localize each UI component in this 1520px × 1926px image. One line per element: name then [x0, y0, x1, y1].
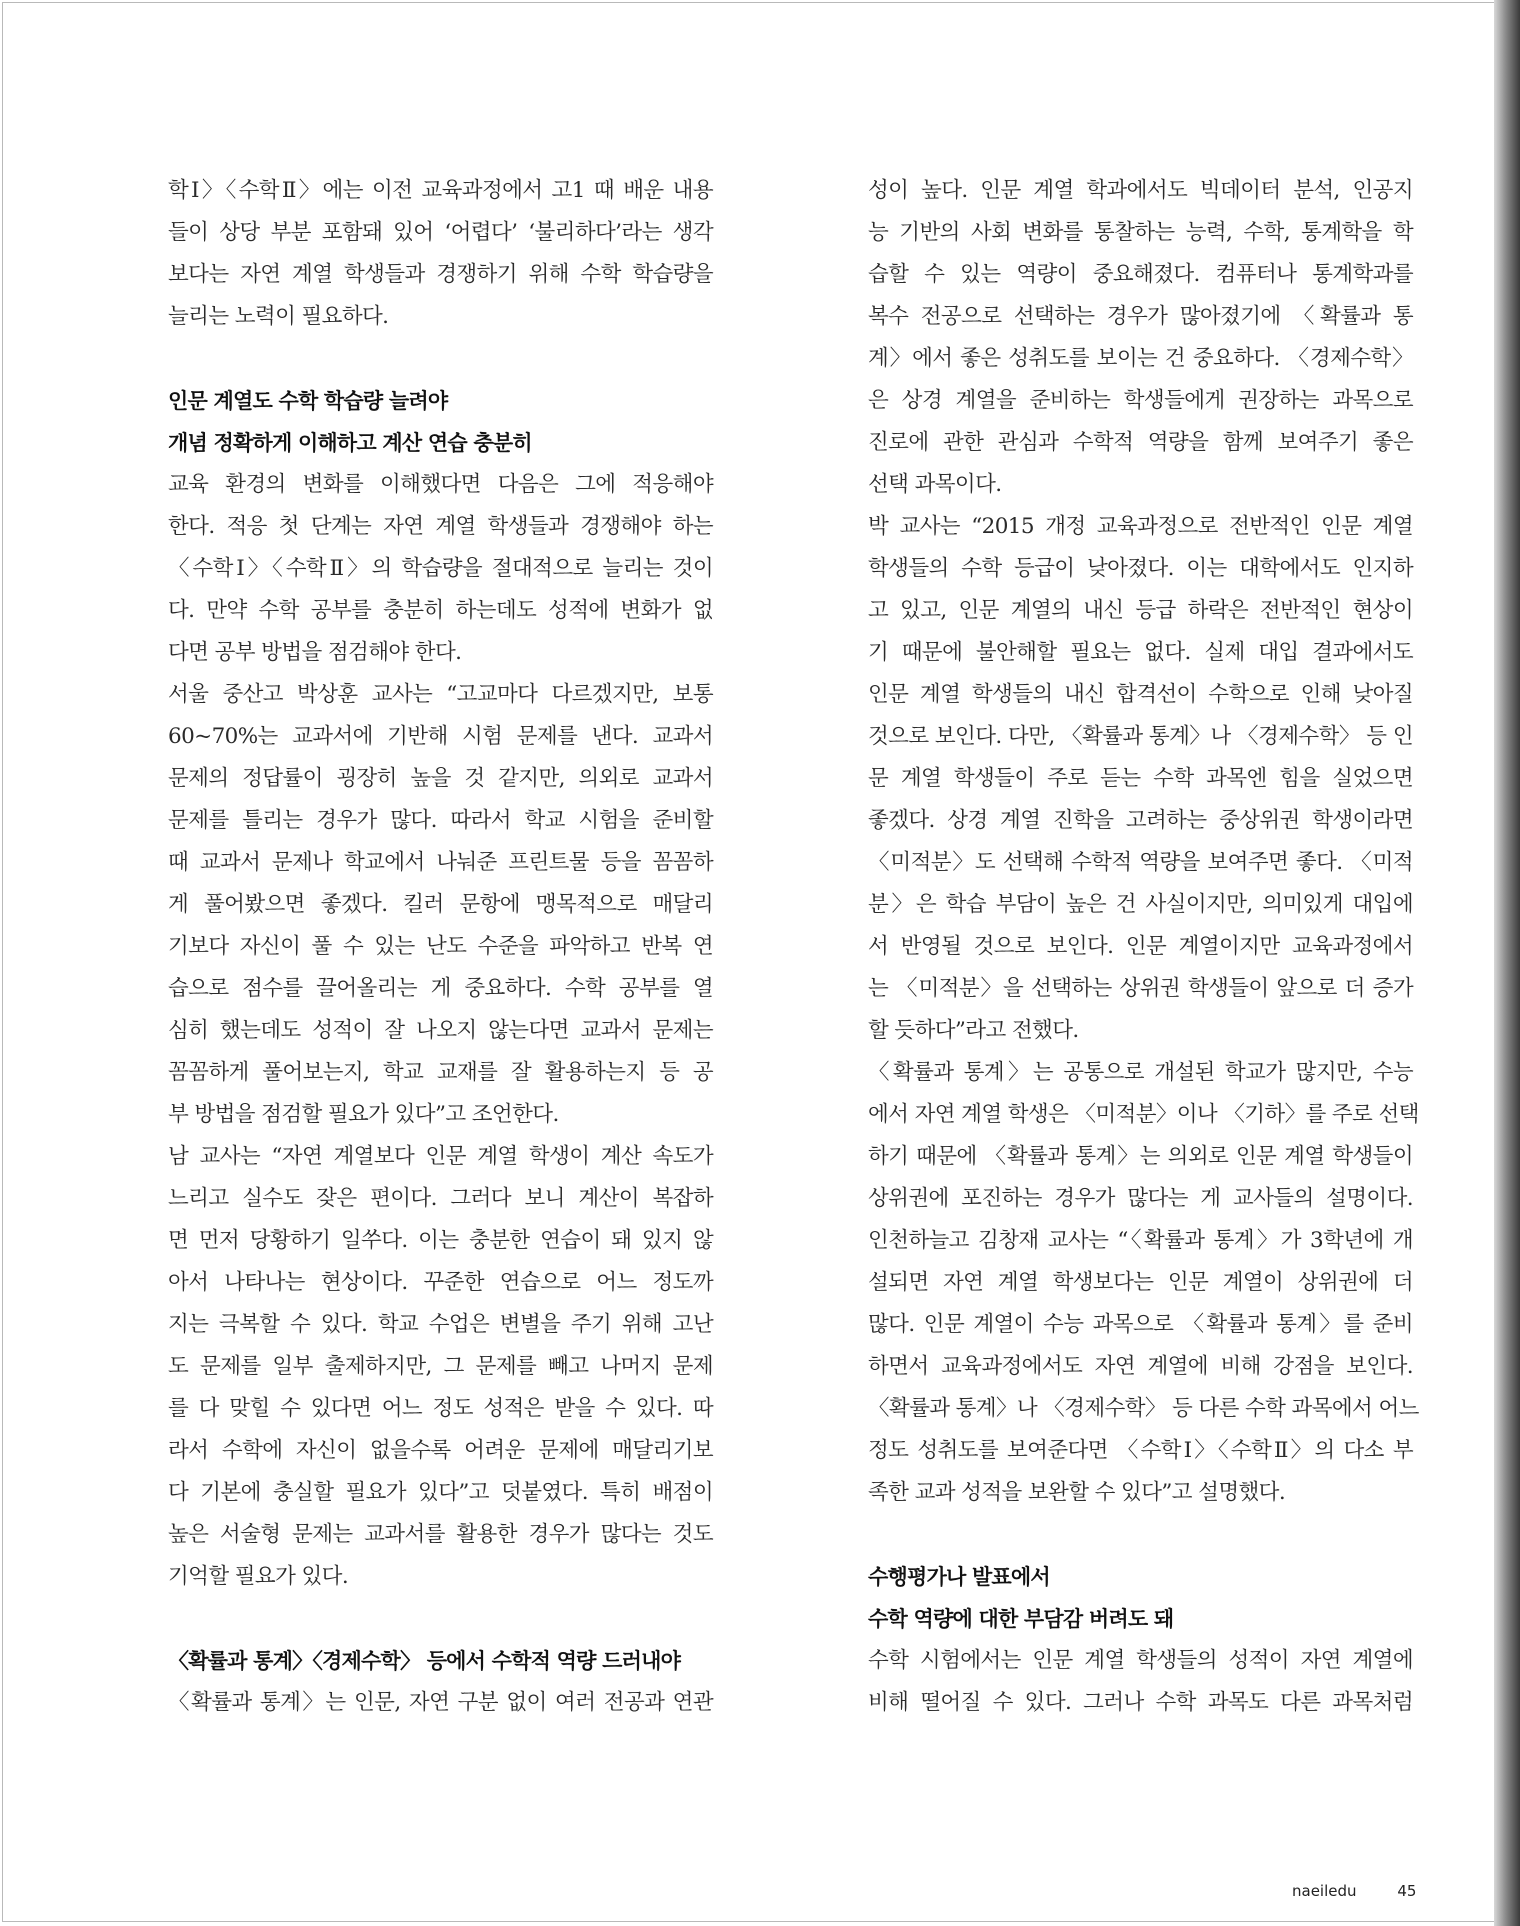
body-text-line: 분〉은 학습 부담이 높은 건 사실이지만, 의미있게 대입에: [868, 892, 1413, 917]
body-text-line: 계〉에서 좋은 성취도를 보이는 건 중요하다. 〈경제수학〉: [868, 346, 1413, 371]
left-column: [168, 170, 713, 1724]
section-heading-line: 수행평가나 발표에서: [868, 1565, 1050, 1589]
paragraph-gap: [868, 1514, 1413, 1556]
paragraph-gap: [168, 1598, 713, 1640]
body-text-line: 서울 중산고 박상훈 교사는 “고교마다 다르겠지만, 보통: [168, 682, 713, 707]
body-text-line: 인문 계열 학생들의 내신 합격선이 수학으로 인해 낮아질: [868, 682, 1413, 707]
body-text-line: 기보다 자신이 풀 수 있는 난도 수준을 파악하고 반복 연: [168, 934, 713, 959]
body-text-line: 면 먼저 당황하기 일쑤다. 이는 충분한 연습이 돼 있지 않: [168, 1228, 713, 1253]
body-text-line: 문제의 정답률이 굉장히 높을 것 같지만, 의외로 교과서: [168, 766, 713, 791]
body-text-line: 선택 과목이다.: [868, 472, 1002, 497]
body-text-line: 게 풀어봤으면 좋겠다. 킬러 문항에 맹목적으로 매달리: [168, 892, 713, 917]
body-text-line: 다 기본에 충실할 필요가 있다”고 덧붙였다. 특히 배점이: [168, 1480, 713, 1505]
body-text-line: 남 교사는 “자연 계열보다 인문 계열 학생이 계산 속도가: [168, 1144, 713, 1169]
body-text-line: 학Ⅰ〉〈수학Ⅱ〉에는 이전 교육과정에서 고1 때 배운 내용: [168, 178, 713, 203]
body-text-line: 습으로 점수를 끌어올리는 게 중요하다. 수학 공부를 열: [168, 976, 713, 1001]
body-text-line: 할 듯하다”라고 전했다.: [868, 1018, 1079, 1043]
footer-brand: naeiledu: [1292, 1882, 1357, 1900]
body-text-line: 족한 교과 성적을 보완할 수 있다”고 설명했다.: [868, 1480, 1286, 1505]
body-text-line: 하면서 교육과정에서도 자연 계열에 비해 강점을 보인다.: [868, 1354, 1413, 1379]
body-text-line: 지는 극복할 수 있다. 학교 수업은 변별을 주기 위해 고난: [168, 1312, 713, 1337]
body-text-line: 를 다 맞힐 수 있다면 어느 정도 성적은 받을 수 있다. 따: [168, 1396, 713, 1421]
section-heading-line: 〈확률과 통계〉〈경제수학〉 등에서 수학적 역량 드러내야: [168, 1649, 681, 1673]
body-text-line: 박 교사는 “2015 개정 교육과정으로 전반적인 인문 계열: [868, 514, 1413, 539]
body-text-line: 고 있고, 인문 계열의 내신 등급 하락은 전반적인 현상이: [868, 598, 1413, 623]
right-column: [868, 170, 1419, 1724]
body-text-line: 인천하늘고 김창재 교사는 “〈확률과 통계〉가 3학년에 개: [868, 1228, 1413, 1253]
body-text-line: 〈확률과 통계〉나 〈경제수학〉 등 다른 수학 과목에서 어느: [868, 1396, 1419, 1421]
body-text-line: 라서 수학에 자신이 없을수록 어려운 문제에 매달리기보: [168, 1438, 713, 1463]
body-text-line: 수학 시험에서는 인문 계열 학생들의 성적이 자연 계열에: [868, 1648, 1413, 1673]
section-heading-line: 수학 역량에 대한 부담감 버려도 돼: [868, 1607, 1174, 1631]
body-text-line: 부 방법을 점검할 필요가 있다”고 조언한다.: [168, 1102, 559, 1127]
page-footer: [1292, 1882, 1416, 1900]
section-heading-line: 개념 정확하게 이해하고 계산 연습 충분히: [168, 431, 532, 455]
body-text-line: 비해 떨어질 수 있다. 그러나 수학 과목도 다른 과목처럼: [868, 1690, 1413, 1715]
body-text-line: 하기 때문에 〈확률과 통계〉는 의외로 인문 계열 학생들이: [868, 1144, 1413, 1169]
body-text-line: 느리고 실수도 잦은 편이다. 그러다 보니 계산이 복잡하: [168, 1186, 713, 1211]
body-text-line: 60~70%는 교과서에 기반해 시험 문제를 낸다. 교과서: [168, 724, 713, 749]
body-text-line: 다면 공부 방법을 점검해야 한다.: [168, 640, 462, 665]
body-text-line: 〈미적분〉도 선택해 수학적 역량을 보여주면 좋다. 〈미적: [868, 850, 1413, 875]
paragraph-gap: [168, 338, 713, 380]
body-text-line: 높은 서술형 문제는 교과서를 활용한 경우가 많다는 것도: [168, 1522, 713, 1547]
body-text-line: 정도 성취도를 보여준다면 〈수학Ⅰ〉〈수학Ⅱ〉의 다소 부: [868, 1438, 1413, 1463]
body-text-line: 〈수학Ⅰ〉〈수학Ⅱ〉의 학습량을 절대적으로 늘리는 것이: [168, 556, 713, 581]
body-text-line: 좋겠다. 상경 계열 진학을 고려하는 중상위권 학생이라면: [868, 808, 1413, 833]
body-text-line: 보다는 자연 계열 학생들과 경쟁하기 위해 수학 학습량을: [168, 262, 713, 287]
body-text-line: 늘리는 노력이 필요하다.: [168, 304, 389, 329]
body-text-line: 심히 했는데도 성적이 잘 나오지 않는다면 교과서 문제는: [168, 1018, 713, 1043]
body-text-line: 설되면 자연 계열 학생보다는 인문 계열이 상위권에 더: [868, 1270, 1413, 1295]
body-text-line: 은 상경 계열을 준비하는 학생들에게 권장하는 과목으로: [868, 388, 1413, 413]
body-text-line: 때 교과서 문제나 학교에서 나눠준 프린트물 등을 꼼꼼하: [168, 850, 713, 875]
body-text-line: 한다. 적응 첫 단계는 자연 계열 학생들과 경쟁해야 하는: [168, 514, 713, 539]
body-text-line: 교육 환경의 변화를 이해했다면 다음은 그에 적응해야: [168, 472, 713, 497]
body-text-line: 서 반영될 것으로 보인다. 인문 계열이지만 교육과정에서: [868, 934, 1413, 959]
body-text-line: 습할 수 있는 역량이 중요해졌다. 컴퓨터나 통계학과를: [868, 262, 1413, 287]
body-text-line: 기 때문에 불안해할 필요는 없다. 실제 대입 결과에서도: [868, 640, 1413, 665]
body-text-line: 능 기반의 사회 변화를 통찰하는 능력, 수학, 통계학을 학: [868, 220, 1413, 245]
body-text-line: 기억할 필요가 있다.: [168, 1564, 349, 1589]
body-text-line: 다. 만약 수학 공부를 충분히 하는데도 성적에 변화가 없: [168, 598, 713, 623]
body-text-line: 꼼꼼하게 풀어보는지, 학교 교재를 잘 활용하는지 등 공: [168, 1060, 713, 1085]
page-number: 45: [1397, 1882, 1417, 1900]
body-text-line: 아서 나타나는 현상이다. 꾸준한 연습으로 어느 정도까: [168, 1270, 713, 1295]
body-text-line: 들이 상당 부분 포함돼 있어 ‘어렵다’ ‘불리하다’라는 생각: [168, 220, 713, 245]
body-text-line: 상위권에 포진하는 경우가 많다는 게 교사들의 설명이다.: [868, 1186, 1413, 1211]
body-text-line: 것으로 보인다. 다만, 〈확률과 통계〉나 〈경제수학〉 등 인: [868, 724, 1413, 749]
page-edge-shadow: [1494, 0, 1520, 1926]
body-text-line: 는 〈미적분〉을 선택하는 상위권 학생들이 앞으로 더 증가: [868, 976, 1413, 1001]
body-text-line: 〈확률과 통계〉는 공통으로 개설된 학교가 많지만, 수능: [868, 1060, 1413, 1085]
body-text-line: 문 계열 학생들이 주로 듣는 수학 과목엔 힘을 실었으면: [868, 766, 1413, 791]
body-text-line: 문제를 틀리는 경우가 많다. 따라서 학교 시험을 준비할: [168, 808, 713, 833]
body-text-line: 학생들의 수학 등급이 낮아졌다. 이는 대학에서도 인지하: [868, 556, 1413, 581]
body-text-line: 진로에 관한 관심과 수학적 역량을 함께 보여주기 좋은: [868, 430, 1413, 455]
body-text-line: 도 문제를 일부 출제하지만, 그 문제를 빼고 나머지 문제: [168, 1354, 713, 1379]
body-text-line: 〈확률과 통계〉는 인문, 자연 구분 없이 여러 전공과 연관: [168, 1690, 713, 1715]
body-text-line: 복수 전공으로 선택하는 경우가 많아졌기에 〈확률과 통: [868, 304, 1413, 329]
body-text-line: 성이 높다. 인문 계열 학과에서도 빅데이터 분석, 인공지: [868, 178, 1413, 203]
section-heading-line: 인문 계열도 수학 학습량 늘려야: [168, 389, 448, 413]
body-text-line: 많다. 인문 계열이 수능 과목으로 〈확률과 통계〉를 준비: [868, 1312, 1413, 1337]
body-text-line: 에서 자연 계열 학생은 〈미적분〉이나 〈기하〉를 주로 선택: [868, 1102, 1419, 1127]
